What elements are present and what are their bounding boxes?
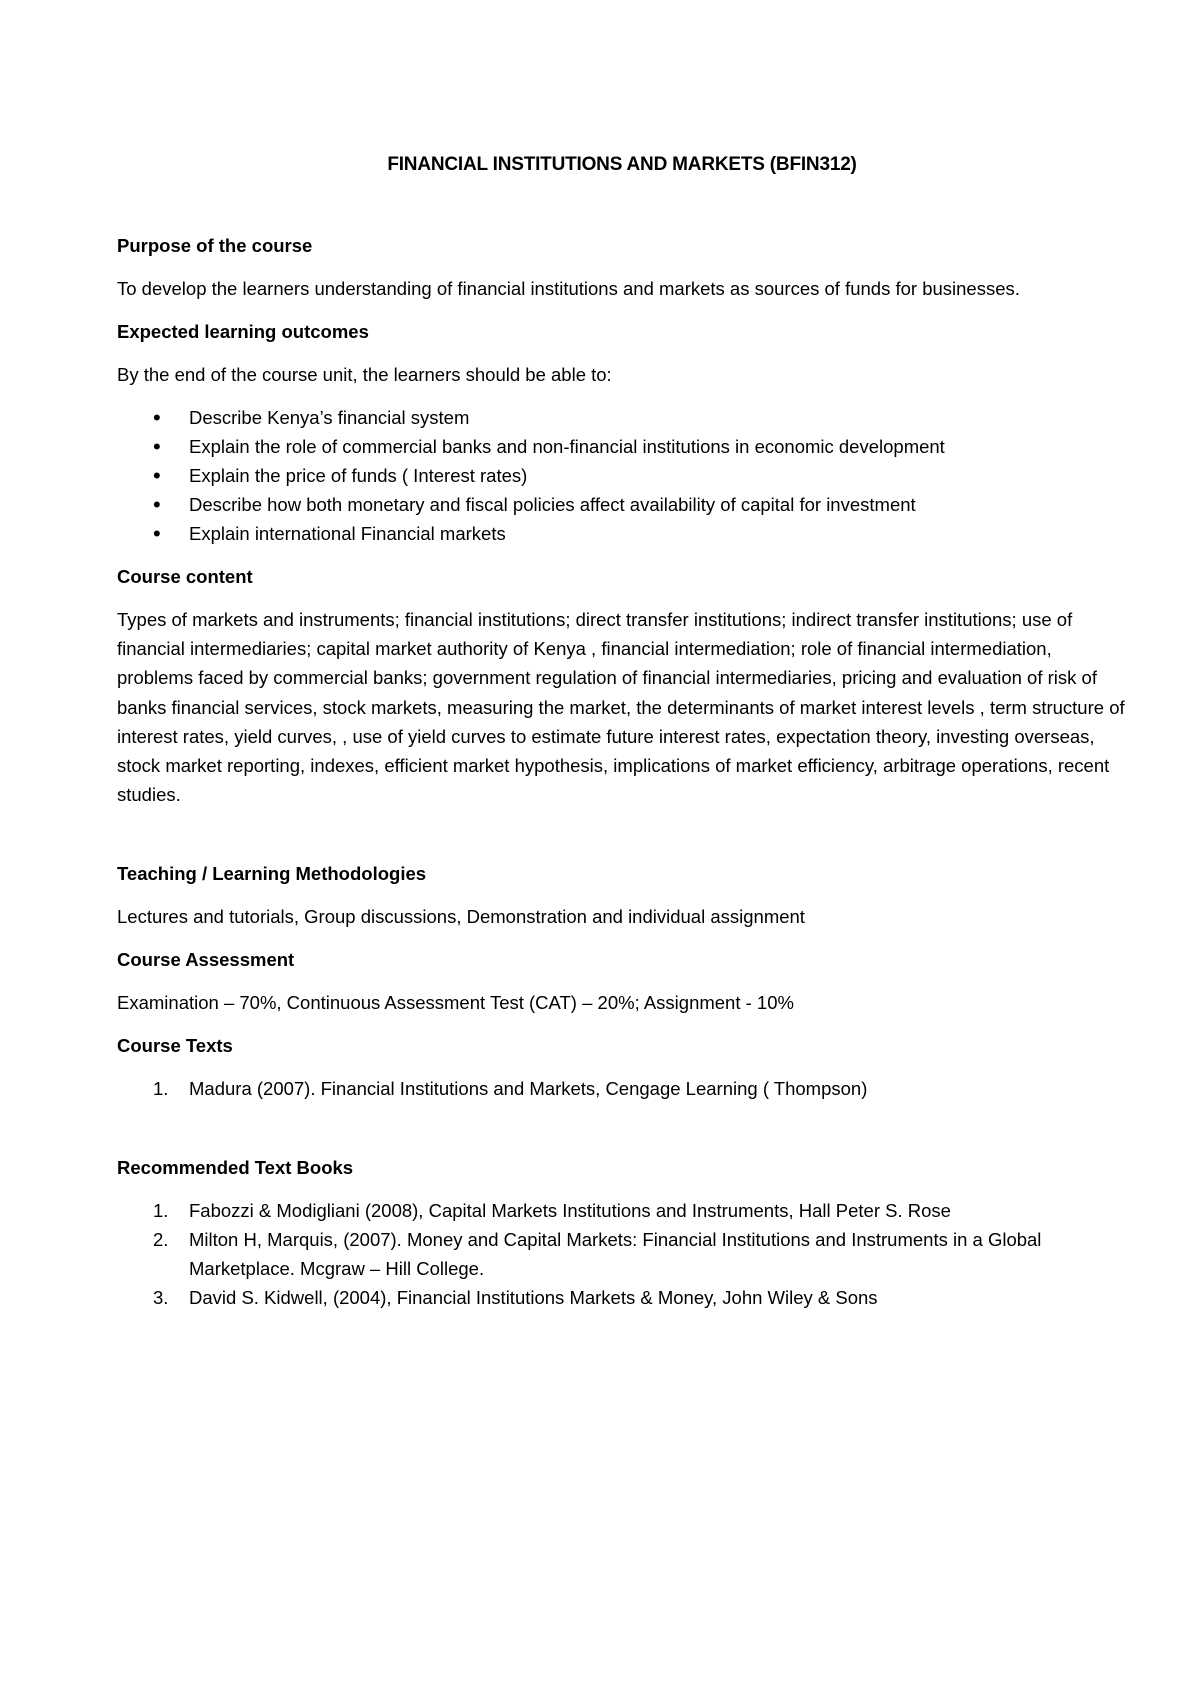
purpose-text: To develop the learners understanding of financial institutions and markets as sources of funds for businesses. (117, 278, 1020, 299)
list-item-number: 1. (153, 1200, 169, 1222)
outcomes-heading: Expected learning outcomes (117, 321, 369, 342)
list-item: • Explain the role of commercial banks and non-financial institutions in economic development (117, 432, 1127, 461)
document-title: FINANCIAL INSTITUTIONS AND MARKETS (BFIN312) (387, 154, 857, 175)
outcomes-intro: By the end of the course unit, the learners should be able to: (117, 364, 612, 385)
purpose-heading: Purpose of the course (117, 235, 313, 256)
outcomes-list (117, 403, 1127, 548)
list-item-number: 2. (153, 1229, 169, 1251)
texts-heading: Course Texts (117, 1035, 233, 1057)
list-item-number: 1. (153, 1078, 169, 1100)
assessment-text: Examination – 70%, Continuous Assessment Test (CAT) – 20%; Assignment - 10% (117, 992, 794, 1014)
list-item-number: 3. (153, 1287, 169, 1309)
list-item-text: Fabozzi & Modigliani (2008), Capital Markets Institutions and Instruments, Hall Peter S. Rose (189, 1200, 951, 1222)
list-item-text: Madura (2007). Financial Institutions and Markets, Cengage Learning ( Thompson) (189, 1078, 868, 1100)
assessment-heading: Course Assessment (117, 949, 295, 971)
list-item (117, 1283, 1127, 1312)
recommended-heading: Recommended Text Books (117, 1157, 354, 1179)
methodologies-text: Lectures and tutorials, Group discussions, Demonstration and individual assignment (117, 906, 805, 928)
list-item-text: David S. Kidwell, (2004), Financial Institutions Markets & Money, John Wiley & Sons (189, 1287, 878, 1309)
list-item-text: Milton H, Marquis, (2007). Money and Capital Markets: Financial Institutions and Instruments in a Global Marketplace. Mcgraw – Hill College. (189, 1229, 1042, 1280)
document-page (117, 150, 1127, 1326)
list-item: • Describe how both monetary and fiscal policies affect availability of capital for investment (117, 490, 1127, 519)
recommended-list (117, 1196, 1127, 1312)
methodologies-heading: Teaching / Learning Methodologies (117, 863, 427, 885)
content-text: Types of markets and instruments; financial institutions; direct transfer institutions; indirect transfer institutions; use of financial intermediaries; capital market authority of Kenya , financial intermediation; role of financial intermediation, problems faced by commercial banks; government regulation of financial intermediaries, pricing and evaluation of risk of banks financial services, stock markets, measuring the market, the determinants of market interest levels , term structure of interest rates, yield curves, , use of yield curves to estimate future interest rates, expectation theory, investing overseas, stock market reporting, indexes, efficient market hypothesis, implications of market efficiency, arbitrage operations, recent studies. (117, 609, 1125, 806)
list-item (117, 1074, 1127, 1103)
list-item: • Explain the price of funds ( Interest rates) (117, 461, 1127, 490)
list-item: • Describe Kenya’s financial system (117, 403, 1127, 432)
list-item (117, 1225, 1127, 1283)
list-item (117, 1196, 1127, 1225)
list-item: • Explain international Financial markets (117, 519, 1127, 548)
content-heading: Course content (117, 566, 253, 587)
texts-list (117, 1074, 1127, 1103)
